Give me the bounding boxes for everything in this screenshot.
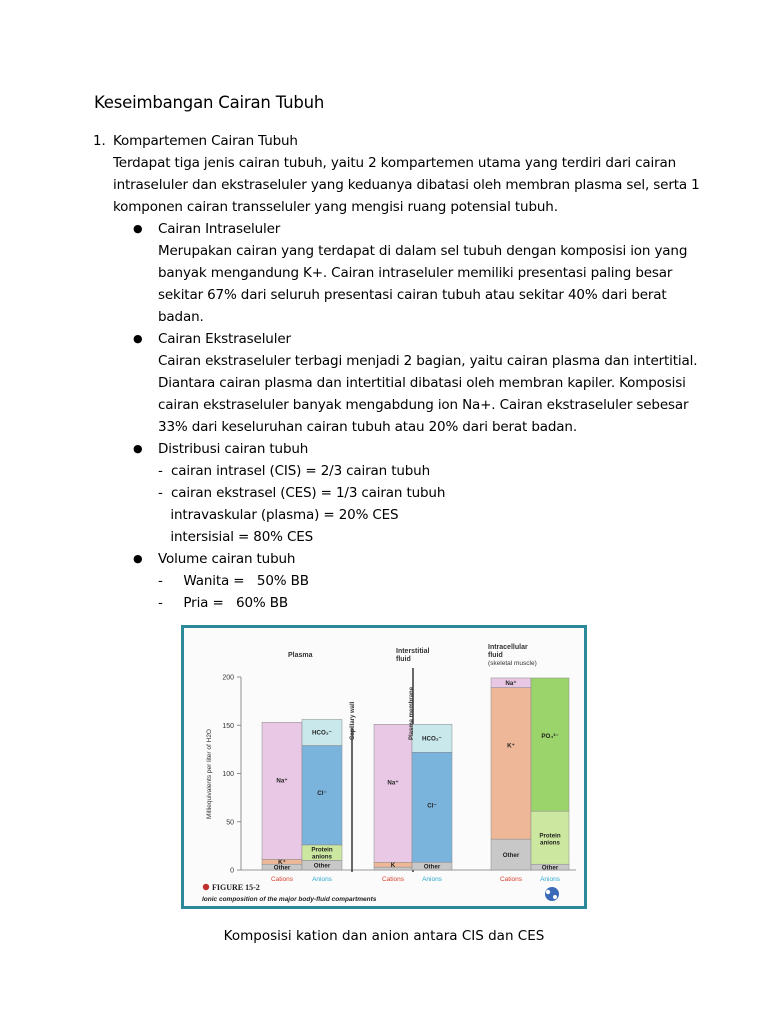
capillary-wall-label: Capillary wall — [350, 701, 356, 740]
segment-label: Other — [273, 864, 291, 872]
section-paragraph-line-2: intraseluler dan ekstraseluler yang keduanya dibatasi oleh membran plasma sel, serta 1 — [113, 177, 700, 193]
y-tick-label: 150 — [222, 722, 234, 730]
segment-label: HCO₃⁻ — [312, 729, 332, 737]
segment-label: Na⁺ — [505, 679, 517, 687]
section-paragraph-line-1: Terdapat tiga jenis cairan tubuh, yaitu 2 kompartemen utama yang terdiri dari cairan — [113, 155, 677, 171]
bullet-line: - Wanita = 50% BB — [158, 573, 309, 589]
bullet-heading-intraseluler: Cairan Intraseluler — [158, 221, 281, 237]
bullet-line: intravaskular (plasma) = 20% CES — [158, 507, 399, 523]
segment-label: Na⁺ — [387, 779, 399, 787]
segment-label: HCO₃⁻ — [422, 735, 442, 743]
segment-label: anions — [540, 839, 560, 847]
bullet-line: Merupakan cairan yang terdapat di dalam sel tubuh dengan komposisi ion yang — [158, 243, 688, 259]
compartment-label-intracellular-3: (skeletal muscle) — [488, 660, 537, 667]
figure-ionic-composition — [181, 625, 587, 909]
compartment-label-plasma: Plasma — [288, 652, 313, 659]
figure-caption-text: Komposisi kation dan anion antara CIS dan CES — [223, 928, 545, 944]
bullet-heading-ekstraseluler: Cairan Ekstraseluler — [158, 331, 291, 347]
section-heading: Kompartemen Cairan Tubuh — [113, 133, 298, 149]
bar-segment — [262, 722, 302, 859]
segment-label: Na⁺ — [276, 777, 288, 785]
column-label: Cations — [381, 876, 405, 883]
compartment-label-interstitial-2: fluid — [396, 656, 411, 663]
y-tick-label: 100 — [222, 771, 234, 778]
column-label: Anions — [312, 876, 332, 883]
bar-segment — [491, 688, 531, 840]
bullet-dot: ● — [133, 332, 143, 345]
y-tick-label: 0 — [230, 867, 234, 875]
bullet-line: Diantara cairan plasma dan intertitial dibatasi oleh membran kapiler. Komposisi — [158, 375, 686, 391]
figure-number: FIGURE 15-2 — [212, 883, 260, 892]
bullet-line: - cairan ekstrasel (CES) = 1/3 cairan tubuh — [158, 485, 446, 501]
bullet-dot: ● — [133, 222, 143, 235]
plasma-membrane-label: Plasma membrane — [409, 686, 415, 740]
column-label: Cations — [270, 876, 294, 883]
bullet-line: - Pria = 60% BB — [158, 595, 288, 611]
figure-marker-dot — [203, 884, 209, 890]
column-label: Cations — [499, 876, 523, 883]
column-label: Anions — [422, 876, 442, 883]
y-tick-label: 50 — [226, 819, 234, 827]
bullet-line: - cairan intrasel (CIS) = 2/3 cairan tubuh — [158, 463, 430, 479]
section-number: 1. — [93, 133, 106, 149]
publisher-logo — [545, 887, 559, 901]
segment-label: Other — [423, 863, 441, 871]
compartment-label-intracellular-1: Intracellular — [488, 644, 528, 651]
segment-label: Other — [541, 864, 559, 872]
bar-segment — [374, 724, 412, 862]
document-title: Keseimbangan Cairan Tubuh — [94, 93, 325, 112]
column-label: Anions — [540, 876, 560, 883]
compartment-label-interstitial-1: Interstitial — [396, 648, 430, 655]
bar-segment — [531, 678, 569, 811]
ionic-composition-chart — [184, 628, 584, 906]
compartment-label-intracellular-2: fluid — [488, 652, 503, 659]
y-axis-label: Milliequivalents per liter of H2O — [206, 729, 213, 819]
segment-label: Protein — [311, 846, 333, 854]
bullet-line: cairan ekstraseluler banyak mengabdung ion Na+. Cairan ekstraseluler sebesar — [158, 397, 689, 413]
bullet-line: sekitar 67% dari seluruh presentasi cairan tubuh atau sekitar 40% dari berat — [158, 287, 667, 303]
segment-label: K⁺ — [278, 858, 286, 866]
bullet-line: banyak mengandung K+. Cairan intraseluler memiliki presentasi paling besar — [158, 265, 673, 281]
figure-caption: Ionic composition of the major body-fluid compartments — [202, 896, 377, 903]
segment-label: K⁺ — [507, 742, 515, 750]
segment-label: anions — [312, 853, 332, 861]
segment-label: Cl⁻ — [317, 790, 327, 798]
bullet-heading-volume: Volume cairan tubuh — [158, 551, 296, 567]
bullet-line: badan. — [158, 309, 204, 325]
segment-label: Cl⁻ — [427, 802, 437, 810]
bullet-line: intersisial = 80% CES — [158, 529, 314, 545]
section-paragraph-line-3: komponen cairan transseluler yang mengisi ruang potensial tubuh. — [113, 199, 558, 215]
bullet-line: 33% dari keseluruhan cairan tubuh atau 20% dari berat badan. — [158, 419, 577, 435]
bullet-dot: ● — [133, 442, 143, 455]
bullet-dot: ● — [133, 552, 143, 565]
segment-label: PO₄³⁻ — [541, 732, 559, 740]
segment-label: Other — [313, 862, 331, 870]
bullet-line: Cairan ekstraseluler terbagi menjadi 2 bagian, yaitu cairan plasma dan intertitial. — [158, 353, 698, 369]
segment-label: K — [390, 861, 396, 869]
bullet-heading-distribusi: Distribusi cairan tubuh — [158, 441, 309, 457]
segment-label: Other — [502, 851, 520, 859]
segment-label: Protein — [539, 832, 561, 840]
y-tick-label: 200 — [222, 674, 234, 682]
